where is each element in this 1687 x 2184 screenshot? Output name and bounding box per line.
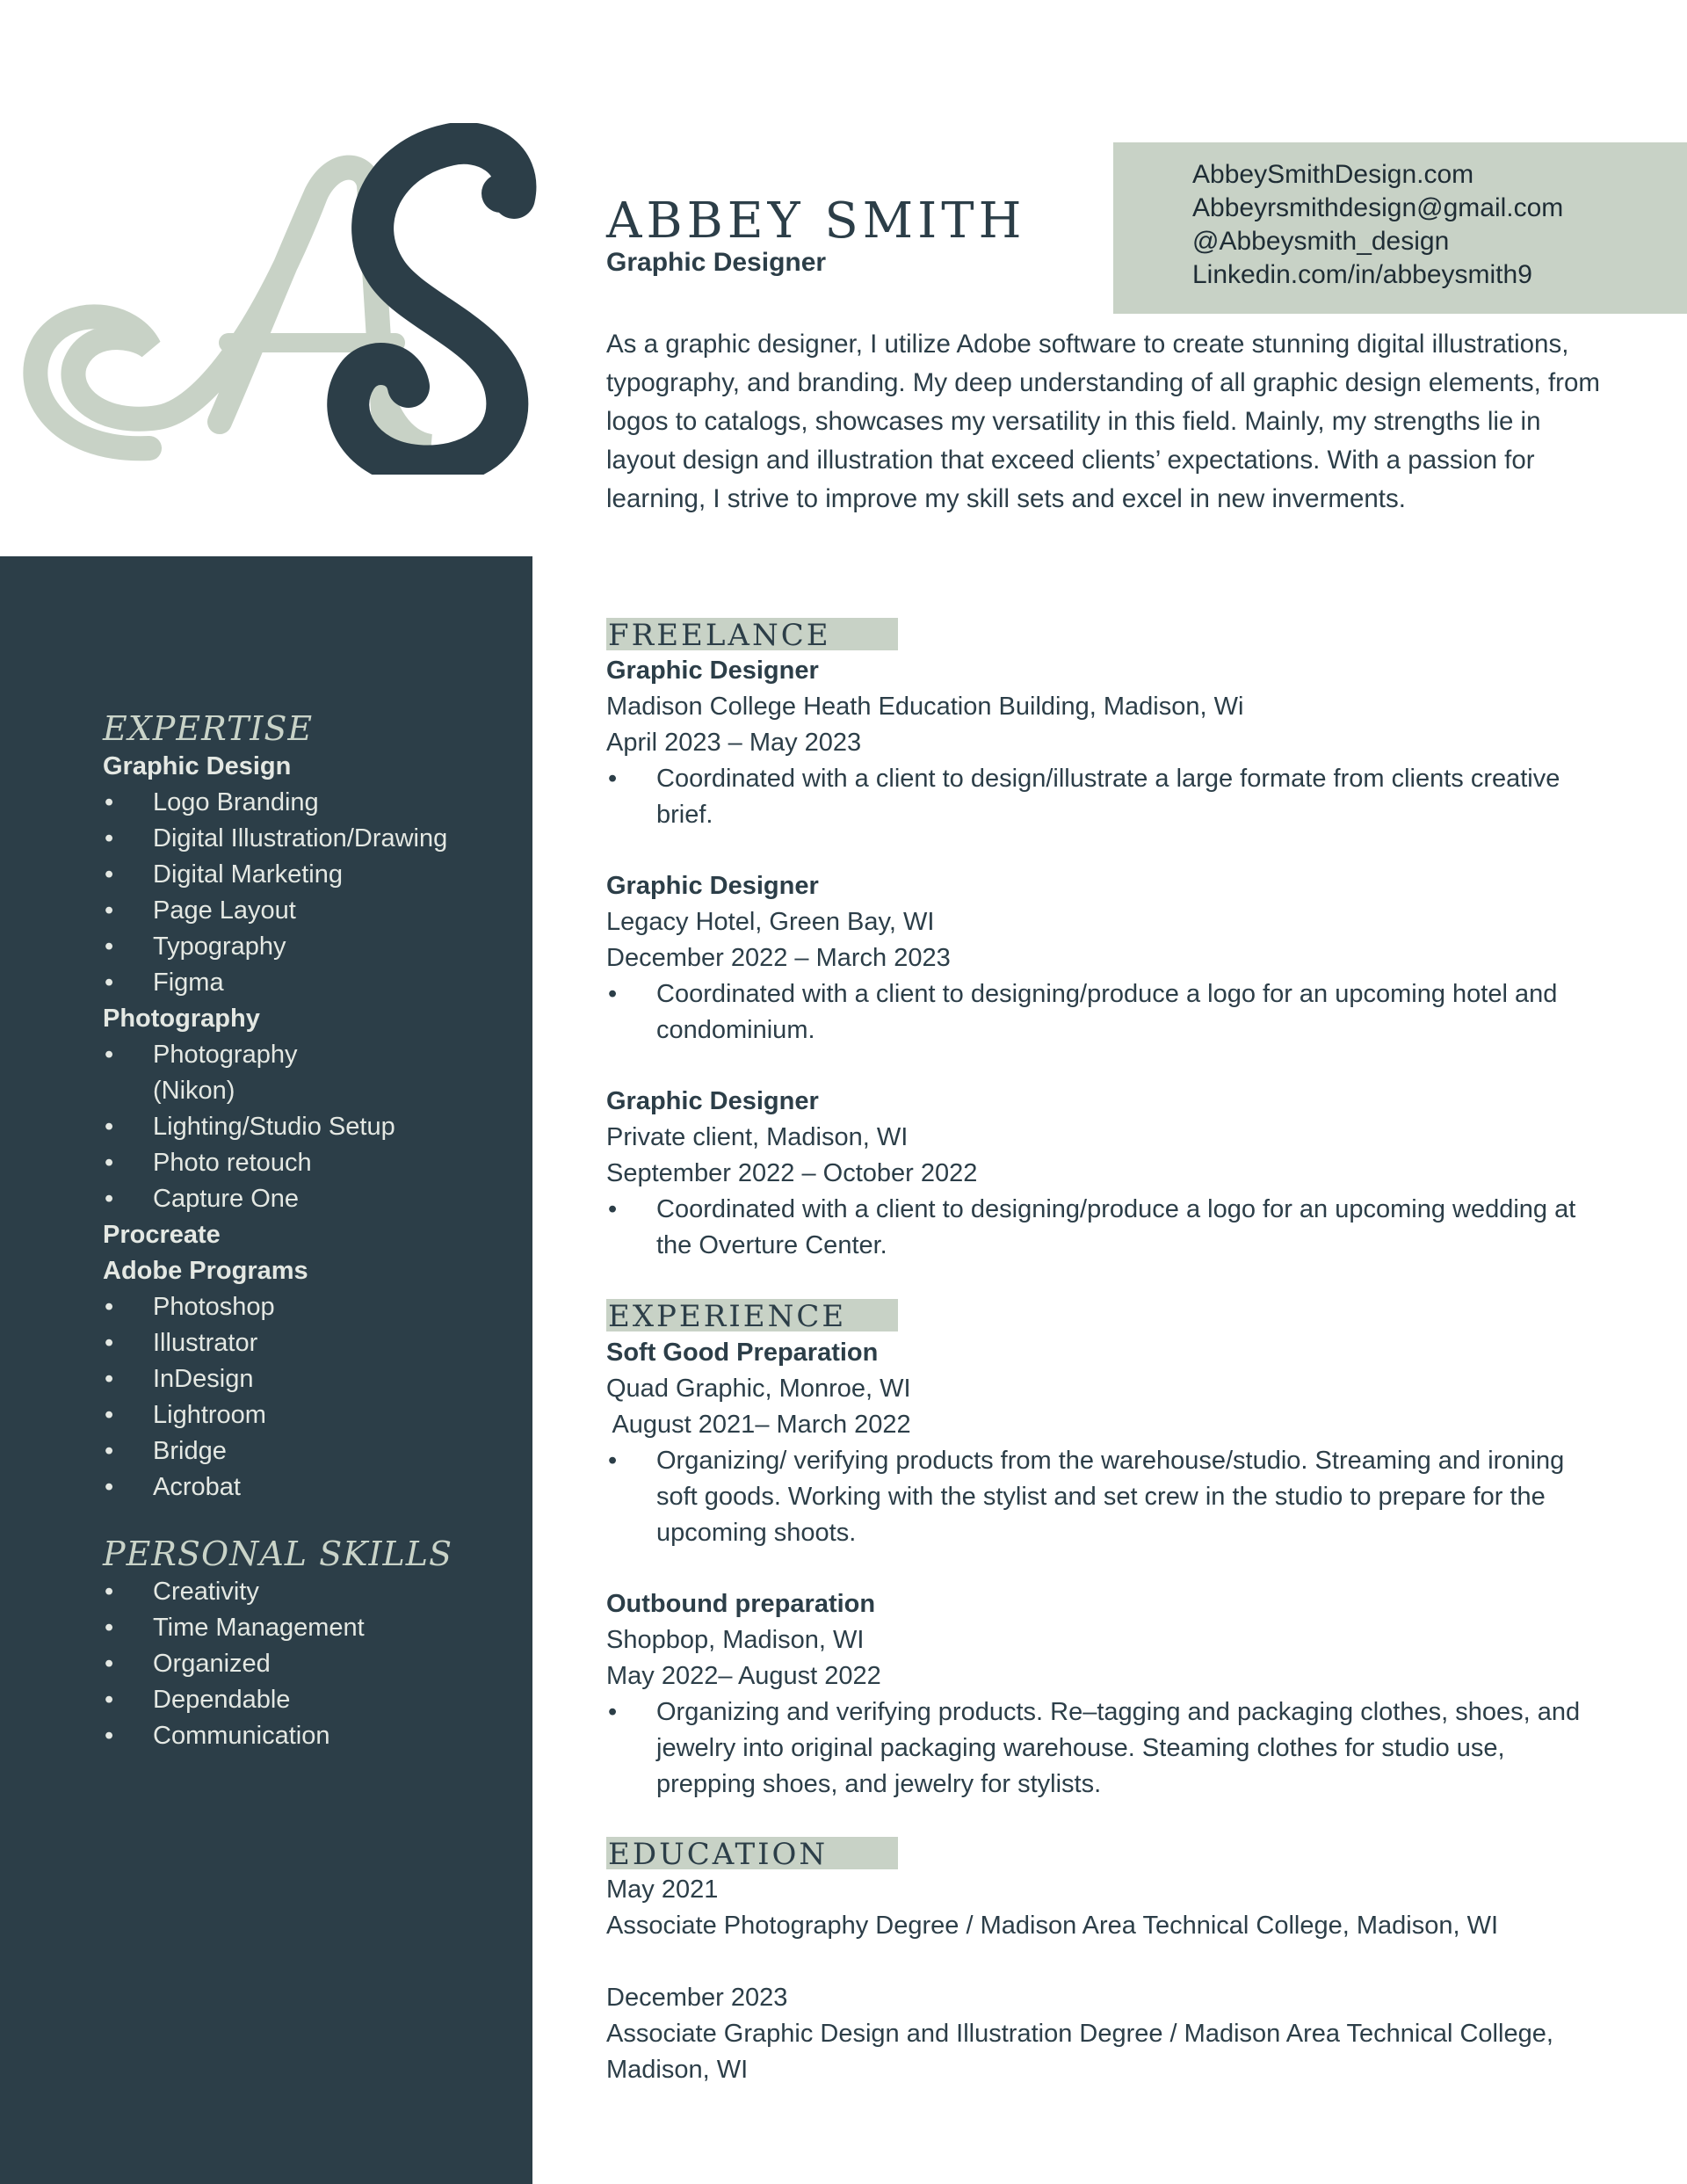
personal-skills-section <box>103 1534 516 1754</box>
summary-paragraph: As a graphic designer, I utilize Adobe software to create stunning digital illustrations, typography, and branding. My deep understanding of all graphic design elements, from logos to catalogs, showcases my versatility in this field. Mainly, my strengths lie in layout design and illustration that exceed clients’ expectations. With a passion for learning, I strive to improve my skill sets and excel in new inverments. <box>606 330 1600 513</box>
skill-item: • Communication <box>103 1718 516 1754</box>
job-place: Madison College Heath Education Building, Madison, Wi <box>606 693 1244 721</box>
skill-category-adobe: Adobe Programs <box>103 1257 308 1285</box>
skill-item: • Photo retouch <box>103 1145 516 1181</box>
job-place: Shopbop, Madison, WI <box>606 1626 865 1654</box>
skill-item: • Time Management <box>103 1610 516 1646</box>
freelance-job <box>606 653 1608 833</box>
skill-item: • Digital Marketing <box>103 857 516 893</box>
freelance-job <box>606 868 1608 1048</box>
sidebar <box>0 556 532 2184</box>
job-dates: May 2022– August 2022 <box>606 1662 881 1690</box>
freelance-heading: FREELANCE <box>606 618 898 650</box>
skill-item: • Digital Illustration/Drawing <box>103 821 516 857</box>
skill-item: • Creativity <box>103 1574 516 1610</box>
job-dates: September 2022 – October 2022 <box>606 1159 978 1187</box>
expertise-section <box>103 708 516 1506</box>
education-heading: EDUCATION <box>606 1837 898 1869</box>
skill-item: • Dependable <box>103 1682 516 1718</box>
job-dates: December 2022 – March 2023 <box>606 944 951 972</box>
expertise-heading: EXPERTISE <box>103 709 314 748</box>
photography-skill-list <box>103 1037 516 1217</box>
skill-item: • Capture One <box>103 1181 516 1217</box>
skill-category-procreate: Procreate <box>103 1221 221 1249</box>
job-title: Graphic Designer <box>606 1087 819 1115</box>
skill-item: • Bridge <box>103 1433 516 1469</box>
graphic-design-skill-list <box>103 785 516 1001</box>
experience-job <box>606 1335 1608 1551</box>
education-entry <box>606 1980 1608 2088</box>
job-description: • Coordinated with a client to design/illustrate a large formate from clients creative brief. <box>606 761 1608 833</box>
skill-item: • Figma <box>103 965 516 1001</box>
resume-job-title: Graphic Designer <box>606 248 827 277</box>
skill-item: • Photoshop <box>103 1289 516 1325</box>
skill-item: • Photography (Nikon) <box>103 1037 329 1109</box>
job-description: • Organizing/ verifying products from the warehouse/studio. Streaming and ironing soft goods. Working with the stylist and set crew in the studio to prepare for the upcoming shoots. <box>606 1443 1608 1551</box>
job-description: • Coordinated with a client to designing/produce a logo for an upcoming wedding at the Overture Center. <box>606 1192 1608 1264</box>
skill-item: • Logo Branding <box>103 785 516 821</box>
contact-email[interactable]: Abbeyrsmithdesign@gmail.com <box>1192 193 1564 222</box>
education-entry <box>606 1872 1608 1944</box>
contact-website[interactable]: AbbeySmithDesign.com <box>1192 160 1474 189</box>
experience-job <box>606 1586 1608 1803</box>
job-description: • Organizing and verifying products. Re–tagging and packaging clothes, shoes, and jewelry into original packaging warehouse. Steaming clothes for studio use, prepping shoes, and jewelry for stylists. <box>606 1694 1608 1803</box>
contact-social-handle[interactable]: @Abbeysmith_design <box>1192 227 1450 256</box>
education-degree: Associate Photography Degree / Madison Area Technical College, Madison, WI <box>606 1912 1499 1940</box>
skill-item: • Illustrator <box>103 1325 516 1361</box>
job-place: Quad Graphic, Monroe, WI <box>606 1375 911 1403</box>
job-description: • Coordinated with a client to designing/produce a logo for an upcoming hotel and condominium. <box>606 976 1608 1048</box>
as-monogram-logo <box>18 123 545 475</box>
skill-category-graphic-design: Graphic Design <box>103 752 292 780</box>
job-title: Outbound preparation <box>606 1590 876 1618</box>
job-place: Legacy Hotel, Green Bay, WI <box>606 908 935 936</box>
personal-skills-heading: PERSONAL SKILLS <box>103 1535 453 1573</box>
contact-box <box>1113 142 1687 314</box>
education-degree: Associate Graphic Design and Illustration Degree / Madison Area Technical College, Madison, WI <box>606 2020 1553 2084</box>
skill-item: • Lightroom <box>103 1397 516 1433</box>
adobe-skill-list <box>103 1289 516 1506</box>
job-title: Soft Good Preparation <box>606 1339 879 1367</box>
job-place: Private client, Madison, WI <box>606 1123 909 1151</box>
experience-heading: EXPERIENCE <box>606 1299 898 1331</box>
skill-item: • Organized <box>103 1646 516 1682</box>
contact-linkedin[interactable]: Linkedin.com/in/abbeysmith9 <box>1192 260 1532 289</box>
freelance-job <box>606 1084 1608 1264</box>
skill-item: • Lighting/Studio Setup <box>103 1109 516 1145</box>
job-title: Graphic Designer <box>606 657 819 685</box>
skill-category-photography: Photography <box>103 1005 260 1033</box>
job-dates: August 2021– March 2022 <box>606 1411 911 1439</box>
resume-name: ABBEY SMITH <box>606 192 1026 250</box>
education-date: May 2021 <box>606 1876 719 1904</box>
skill-item: • Page Layout <box>103 893 516 929</box>
job-dates: April 2023 – May 2023 <box>606 729 862 757</box>
skill-item: • InDesign <box>103 1361 516 1397</box>
job-title: Graphic Designer <box>606 872 819 900</box>
skill-item: • Acrobat <box>103 1469 516 1506</box>
skill-item: • Typography <box>103 929 516 965</box>
personal-skill-list <box>103 1574 516 1754</box>
education-date: December 2023 <box>606 1984 788 2012</box>
